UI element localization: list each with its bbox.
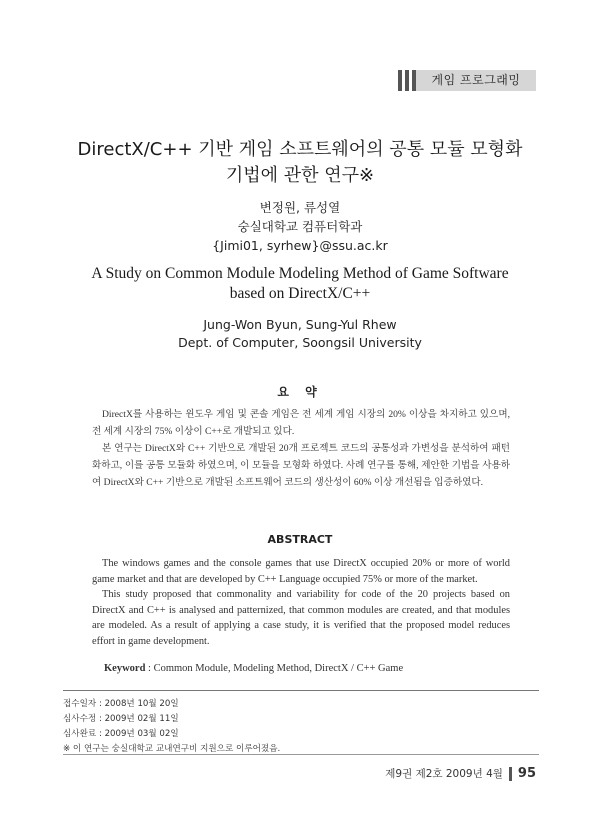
section-label: 게임 프로그래밍 (416, 70, 536, 91)
page-number: 95 (517, 766, 536, 781)
author-names-ko: 변정원, 류성열 (259, 200, 341, 215)
keyword-label: Keyword (104, 663, 146, 674)
author-emails: {Jimi01, syrhew}@ssu.ac.kr (212, 238, 388, 253)
title-en-line-1: A Study on Common Module Modeling Method of Game Software (91, 265, 509, 282)
title-ko-line-2: 기법에 관한 연구※ (225, 165, 375, 186)
abstract-ko-paragraph-1: DirectX를 사용하는 윈도우 게임 및 콘솔 게임은 전 세계 게임 시장의 20% 이상을 차지하고 있으며, 전 세계 시장의 75% 이상이 C++로 개발되고 있다. (92, 409, 510, 437)
notes-divider (63, 690, 539, 691)
abstract-ko-paragraph-2: 본 연구는 DirectX와 C++ 기반으로 개발된 20개 프로젝트 코드의 공통성과 가변성을 분석하여 패턴화하고, 이를 공통 모듈화 하였으며, 이 모듈을 모형화 하였다. 사례 연구를 통해, 제안한 기법을 사용하여 DirectX와 C++ 기반으로 개발된 소프트웨어 코드의 생산성이 60% 이상 개선됨을 입증하였다. (92, 443, 510, 488)
keywords (104, 663, 403, 674)
paper-title-en (0, 264, 600, 304)
header-bar-1 (398, 70, 402, 91)
affiliation-ko: 숭실대학교 컴퓨터학과 (237, 219, 363, 234)
abstract-en-paragraph-2: This study proposed that commonality and variability for code of the 20 projects based on DirectX and C++ is analysed and patternized, that common modules are created, and that modules are modeled. As a result of applying a case study, it is verified that the proposed model reduces effort in game development. (92, 589, 510, 647)
affiliation-en: Dept. of Computer, Soongsil University (178, 335, 422, 350)
note-received: 접수일자 : 2008년 10월 20일 (63, 699, 179, 709)
note-revised: 심사수정 : 2009년 02월 11일 (63, 714, 179, 724)
footer-separator (509, 767, 512, 781)
note-accepted: 심사완료 : 2009년 03월 02일 (63, 729, 179, 739)
header-bar-2 (405, 70, 409, 91)
note-funding: ※ 이 연구는 숭실대학교 교내연구비 지원으로 이루어졌음. (63, 744, 281, 754)
abstract-en (92, 556, 510, 649)
abstract-ko (92, 406, 510, 491)
title-en-line-2: based on DirectX/C++ (229, 285, 371, 302)
keyword-value: : Common Module, Modeling Method, DirectX / C++ Game (148, 663, 404, 674)
authors-en (0, 316, 600, 352)
title-ko-line-1: DirectX/C++ 기반 게임 소프트웨어의 공통 모듈 모형화 (77, 139, 523, 160)
submission-notes (63, 697, 280, 757)
journal-issue: 제9권 제2호 2009년 4월 (385, 768, 503, 780)
authors-ko (0, 198, 600, 255)
header-decoration (398, 70, 416, 91)
abstract-heading-ko: 요 약 (277, 385, 323, 399)
abstract-heading-en: ABSTRACT (267, 533, 333, 546)
page-footer (385, 766, 536, 781)
author-names-en: Jung-Won Byun, Sung-Yul Rhew (203, 317, 397, 332)
abstract-en-paragraph-1: The windows games and the console games that use DirectX occupied 20% or more of world game market and that are developed by C++ Language occupied 75% or more of the market. (92, 558, 510, 585)
paper-title-ko (0, 137, 600, 189)
